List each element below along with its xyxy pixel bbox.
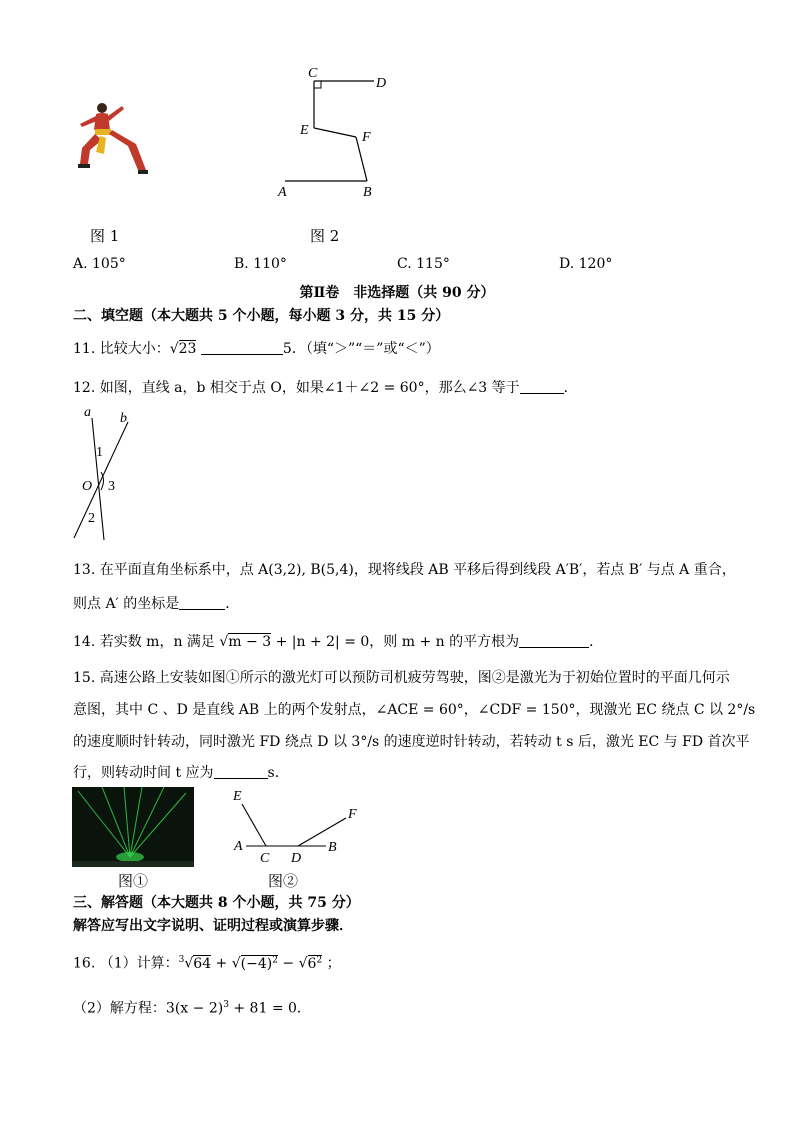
- right-angle-mark: [314, 81, 321, 88]
- question-15-line-1: 15. 高速公路上安装如图①所示的激光灯可以预防司机疲劳驾驶，图②是激光为于初始位置时的平面几何示: [73, 670, 730, 686]
- laser-fd: [298, 818, 346, 846]
- point-o-label: O: [82, 479, 93, 494]
- choice-b: B. 110°: [234, 256, 287, 272]
- point-c-label: C: [308, 66, 318, 81]
- question-12-figure: [70, 404, 140, 544]
- question-15-figure-2-caption: 图②: [268, 872, 299, 890]
- point-b-label: B: [363, 185, 372, 200]
- point-d-label: D: [376, 76, 387, 91]
- question-15-line-2: 意图，其中 C 、D 是直线 AB 上的两个发射点，∠ACE = 60°，∠CDF = 150°，现激光 EC 绕点 C 以 2°/s: [73, 702, 756, 718]
- choice-d: D. 120°: [559, 256, 613, 272]
- answer-blank-14[interactable]: [519, 633, 589, 648]
- section-2-heading: 二、填空题（本大题共 5 个小题，每小题 3 分，共 15 分）: [73, 308, 450, 324]
- point-f-label: F: [348, 807, 357, 822]
- section-3-note: 解答应写出文字说明、证明过程或演算步骤．: [73, 918, 353, 934]
- question-16-part-1: 16. （1）计算：$^3√64 + √(-4)^2 - √6^2$ ；: [73, 955, 341, 972]
- question-14: 14. 若实数 m，n 满足 √m − 3 + |n + 2| = 0，则 m + n 的平方根为 ．: [73, 634, 604, 650]
- point-d-label: D: [291, 851, 302, 866]
- kungfu-photo: [76, 100, 152, 180]
- point-a-label: A: [278, 185, 287, 200]
- angle-1-label: 1: [96, 445, 103, 460]
- figure-2-caption: 图 2: [310, 227, 340, 245]
- choice-a: A. 105°: [73, 256, 126, 272]
- kungfu-figure-icon: [76, 100, 152, 180]
- part-2-title: 第Ⅱ卷 非选择题（共 90 分）: [299, 285, 495, 301]
- angle-3-label: 3: [108, 479, 115, 494]
- laser-ec: [242, 804, 266, 846]
- point-c-label: C: [260, 851, 270, 866]
- question-15-figure-2: [226, 784, 366, 866]
- choice-c: C. 115°: [397, 256, 450, 272]
- sqrt-symbol: √: [169, 341, 179, 357]
- answer-blank-11[interactable]: [201, 340, 283, 355]
- point-e-label: E: [300, 123, 309, 138]
- point-b-label: B: [328, 840, 337, 855]
- question-11: 11. 比较大小：√23 5．（填“＞”“＝”或“＜”）: [73, 341, 440, 357]
- question-15-figure-1-caption: 图①: [118, 872, 149, 890]
- answer-blank-12[interactable]: [520, 379, 564, 394]
- point-e-label: E: [233, 789, 242, 804]
- question-16-part-2: （2）解方程：$3(x - 2)^3 + 81 = 0$．: [73, 1000, 311, 1017]
- laser-beams-icon: [72, 787, 194, 867]
- angle-2-label: 2: [88, 511, 95, 526]
- answer-blank-15[interactable]: [214, 764, 268, 779]
- question-15-line-3: 的速度顺时针转动，同时激光 FD 绕点 D 以 3°/s 的速度逆时针转动，若转动 t s 后，激光 EC 与 FD 首次平: [73, 734, 750, 750]
- line-fe: [314, 128, 356, 137]
- figure-2-diagram: [272, 60, 402, 202]
- question-15-line-4: 行，则转动时间 t 应为 s．: [73, 765, 289, 781]
- line-a-label: a: [84, 405, 91, 420]
- point-f-label: F: [362, 130, 371, 145]
- question-13-line-1: 13. 在平面直角坐标系中，点 A(3,2), B(5,4)，现将线段 AB 平移后得到线段 A′B′，若点 B′ 与点 A 重合，: [73, 562, 736, 578]
- question-13-line-2: 则点 A′ 的坐标是 ．: [73, 596, 240, 612]
- figure-1-caption: 图 1: [90, 227, 120, 245]
- question-12: 12. 如图，直线 a，b 相交于点 O，如果∠1＋∠2 = 60°，那么∠3 等于 ．: [73, 380, 578, 396]
- section-3-heading: 三、解答题（本大题共 8 个小题，共 75 分）: [73, 895, 360, 911]
- answer-blank-13[interactable]: [179, 595, 225, 610]
- laser-photo: [72, 787, 194, 867]
- line-b-label: b: [120, 411, 127, 426]
- point-a-label: A: [234, 839, 243, 854]
